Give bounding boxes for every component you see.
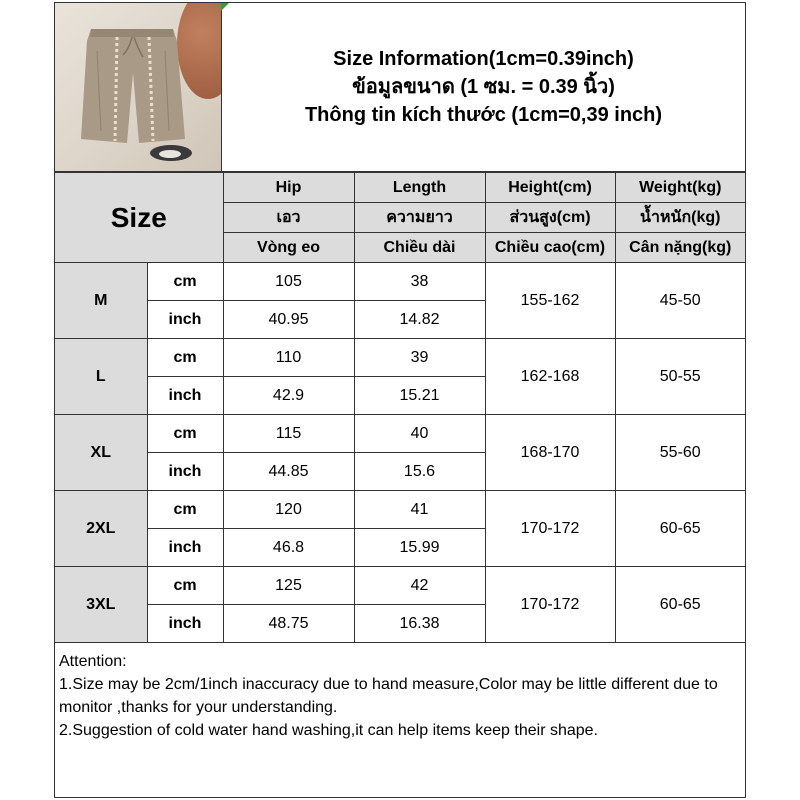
unit-cm: cm (147, 567, 223, 605)
header-weight-th: น้ำหนัก(kg) (615, 203, 745, 233)
title-thai: ข้อมูลขนาด (1 ซม. = 0.39 นิ้ว) (352, 76, 615, 98)
unit-cm: cm (147, 491, 223, 529)
size-name: 2XL (55, 491, 147, 567)
unit-cm: cm (147, 415, 223, 453)
unit-inch: inch (147, 377, 223, 415)
header-weight-vi: Cân nặng(kg) (615, 233, 745, 263)
unit-inch: inch (147, 301, 223, 339)
header-length-en: Length (354, 173, 485, 203)
table-row (55, 491, 745, 529)
header-weight-en: Weight(kg) (615, 173, 745, 203)
length-inch: 15.6 (354, 453, 485, 491)
length-inch: 15.21 (354, 377, 485, 415)
hip-inch: 44.85 (223, 453, 354, 491)
hip-inch: 46.8 (223, 529, 354, 567)
attention-line-1: 1.Size may be 2cm/1inch inaccuracy due to hand measure,Color may be little different due to monitor ,thanks for your understanding. (59, 676, 718, 716)
title-english: Size Information(1cm=0.39inch) (333, 48, 634, 70)
size-chart (54, 2, 746, 798)
weight-range: 45-50 (615, 263, 745, 339)
hip-inch: 48.75 (223, 605, 354, 643)
header-length-vi: Chiều dài (354, 233, 485, 263)
height-range: 155-162 (485, 263, 615, 339)
size-name: M (55, 263, 147, 339)
title-block (222, 3, 745, 172)
size-header: Size (55, 173, 223, 263)
header-height-th: ส่วนสูง(cm) (485, 203, 615, 233)
header-height-en: Height(cm) (485, 173, 615, 203)
attention-notes (55, 647, 745, 745)
length-cm: 42 (354, 567, 485, 605)
size-name: XL (55, 415, 147, 491)
attention-heading: Attention: (59, 653, 127, 670)
header-hip-vi: Vòng eo (223, 233, 354, 263)
header-hip-th: เอว (223, 203, 354, 233)
size-name: L (55, 339, 147, 415)
shoe-sole-decor (159, 150, 181, 158)
unit-inch: inch (147, 453, 223, 491)
header-hip-en: Hip (223, 173, 354, 203)
height-range: 162-168 (485, 339, 615, 415)
table-row (55, 567, 745, 605)
header-height-vi: Chiều cao(cm) (485, 233, 615, 263)
attention-line-2: 2.Suggestion of cold water hand washing,it can help items keep their shape. (59, 722, 598, 739)
length-cm: 39 (354, 339, 485, 377)
table-row (55, 339, 745, 377)
header-length-th: ความยาว (354, 203, 485, 233)
weight-range: 50-55 (615, 339, 745, 415)
weight-range: 55-60 (615, 415, 745, 491)
size-table (55, 172, 745, 643)
length-cm: 38 (354, 263, 485, 301)
unit-inch: inch (147, 605, 223, 643)
weight-range: 60-65 (615, 491, 745, 567)
hip-cm: 125 (223, 567, 354, 605)
linen-shorts-image (77, 21, 187, 146)
hip-cm: 120 (223, 491, 354, 529)
table-row (55, 263, 745, 301)
length-cm: 40 (354, 415, 485, 453)
hip-cm: 110 (223, 339, 354, 377)
weight-range: 60-65 (615, 567, 745, 643)
hip-inch: 42.9 (223, 377, 354, 415)
height-range: 170-172 (485, 567, 615, 643)
hip-cm: 115 (223, 415, 354, 453)
length-cm: 41 (354, 491, 485, 529)
length-inch: 16.38 (354, 605, 485, 643)
height-range: 170-172 (485, 491, 615, 567)
length-inch: 15.99 (354, 529, 485, 567)
size-name: 3XL (55, 567, 147, 643)
unit-cm: cm (147, 263, 223, 301)
unit-inch: inch (147, 529, 223, 567)
product-photo (55, 3, 222, 172)
table-row (55, 415, 745, 453)
hip-inch: 40.95 (223, 301, 354, 339)
hip-cm: 105 (223, 263, 354, 301)
unit-cm: cm (147, 339, 223, 377)
height-range: 168-170 (485, 415, 615, 491)
title-vietnamese: Thông tin kích thước (1cm=0,39 inch) (304, 104, 663, 126)
length-inch: 14.82 (354, 301, 485, 339)
